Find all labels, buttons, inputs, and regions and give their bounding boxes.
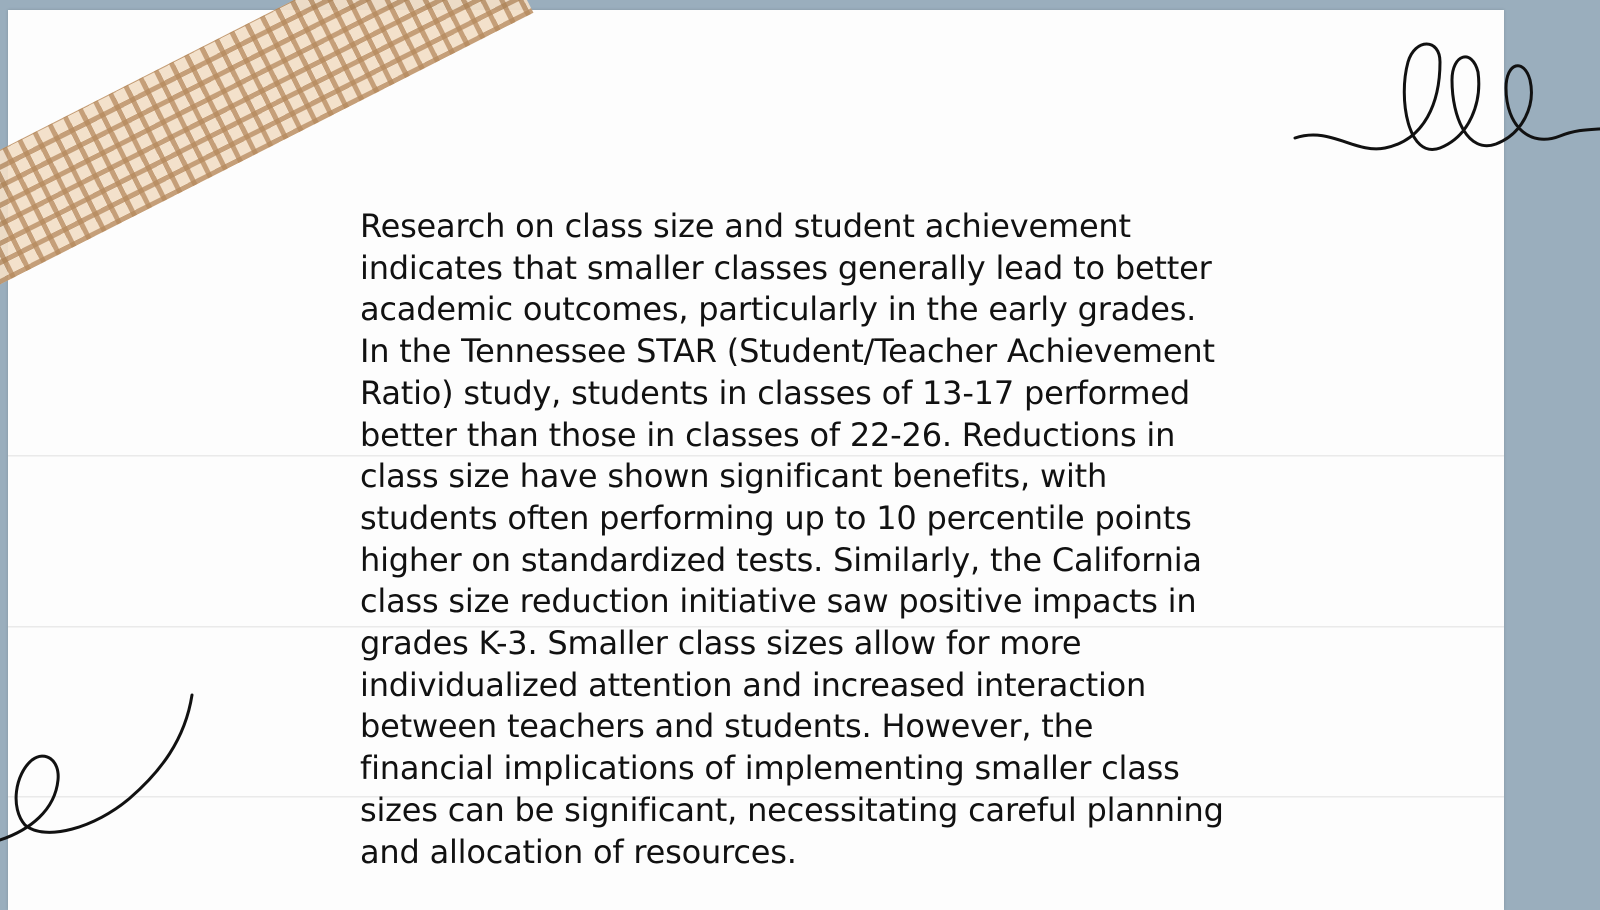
swoosh-scribble-icon [0,690,200,850]
body-paragraph: Research on class size and student achievement indicates that smaller classes generally lead to better academic outcomes, particularly in the early grades. In the Tennessee STAR (Student/Teacher Achievement Ratio) study, students in classes of 13-17 performed better than those in classes of 22-26. Reductions in class size have shown significant benefits, with students often performing up to 10 percentile points higher on standardized tests. Similarly, the California class size reduction initiative saw positive impacts in grades K-3. Smaller class sizes allow for more individualized attention and increased interaction between teachers and students. However, the financial implications of implementing smaller class sizes can be significant, necessitating careful planning and allocation of resources. [360,207,1224,871]
loop-scribble-icon [1290,30,1600,170]
